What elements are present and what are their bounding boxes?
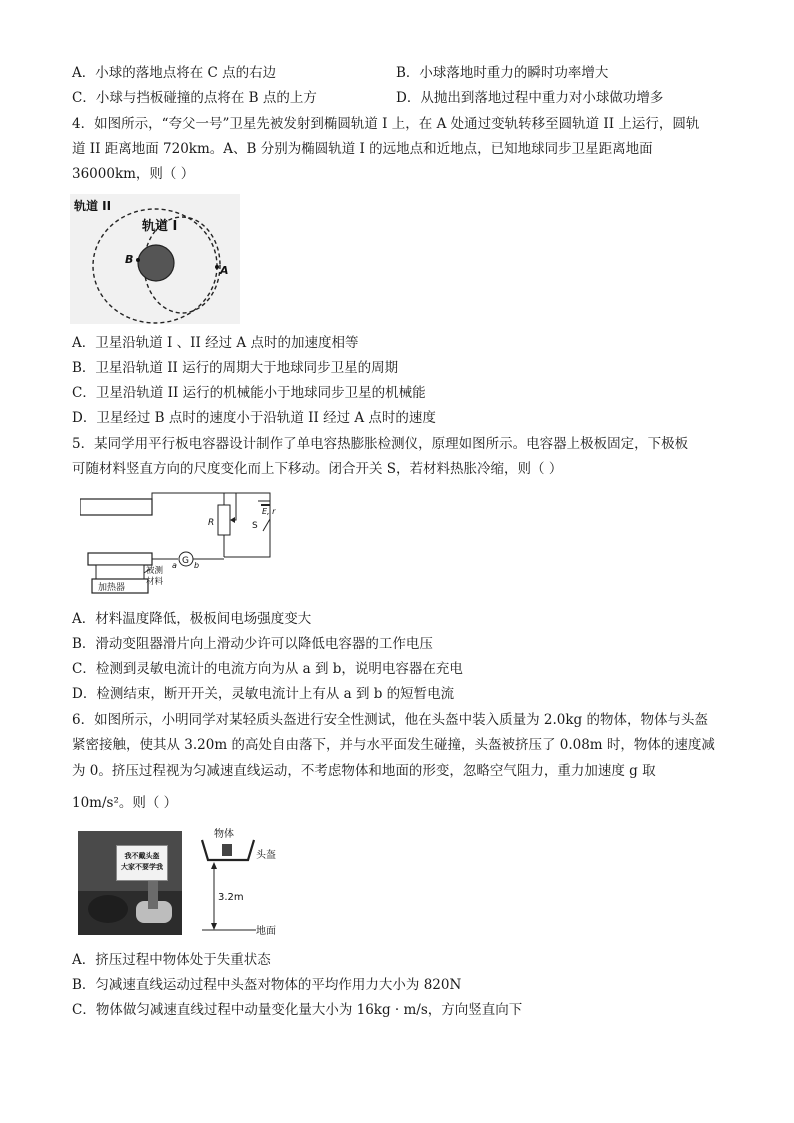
orbit-2-label: 轨道 II [74,199,112,213]
switch-label: S [252,521,258,531]
material-label-2: 材料 [146,577,164,587]
q6-option-a: A．挤压过程中物体处于失重状态 [72,952,271,968]
q4-stem-line2: 道 II 距离地面 720km。A、B 分别为椭圆轨道 I 的远地点和近地点，已知地球同步卫星距离地面 [72,141,653,157]
q6-option-c: C．物体做匀减速直线过程中动量变化量大小为 16kg · m/s，方向竖直向下 [72,1002,523,1018]
q4-option-d: D．卫星经过 B 点时的速度小于沿轨道 II 经过 A 点时的速度 [72,410,436,426]
q5-option-b: B．滑动变阻器滑片向上滑动少许可以降低电容器的工作电压 [72,636,433,652]
point-a-label: A [220,264,229,277]
q5-stem-line1: 5．某同学用平行板电容器设计制作了单电容热膨胀检测仪，原理如图所示。电容器上极板固定，下极板 [72,436,689,452]
q6-stem-line4: 10m/s²。则（ ） [72,795,178,811]
resistor-label: R [208,518,215,528]
heater-label: 加热器 [98,583,126,593]
q6-stem-line2: 紧密接触，使其从 3.20m 的高处自由落下，并与水平面发生碰撞，头盔被挤压了 0.08m 时，物体的速度减 [72,737,715,753]
q5-stem-line2: 可随材料竖直方向的尺度变化而上下移动。闭合开关 S，若材料热胀冷缩，则（ ） [72,461,563,477]
q5-option-d: D．检测结束，断开开关，灵敏电流计上有从 a 到 b 的短暂电流 [72,686,455,702]
q3-option-a: A．小球的落地点将在 C 点的右边 [72,65,277,81]
point-b-label: B [125,253,134,266]
sign-line-1: 我不戴头盔 [124,852,160,860]
orbit-1-label: 轨道 I [142,219,178,234]
earth [138,245,174,281]
height-label: 3.2m [218,892,244,903]
sign-line-2: 大家不要学我 [121,863,163,871]
q5-option-c: C．检测到灵敏电流计的电流方向为从 a 到 b，说明电容器在充电 [72,661,463,677]
q3-option-c: C．小球与挡板碰撞的点将在 B 点的上方 [72,90,317,106]
terminal-b: b [194,561,200,570]
q6-stem-line3: 为 0。挤压过程视为匀减速直线运动，不考虑物体和地面的形变，忽略空气阻力，重力加速度 g 取 [72,763,656,779]
q6-option-b: B．匀减速直线运动过程中头盔对物体的平均作用力大小为 820N [72,977,462,993]
switch [263,519,270,531]
helmet-drop-diagram [200,826,290,938]
material-label-1: 被测 [146,566,164,576]
q3-option-b: B．小球落地时重力的瞬时功率增大 [396,65,609,81]
upper-plate [80,499,152,515]
q5-option-a: A．材料温度降低，极板间电场强度变大 [72,611,312,627]
q6-stem-line1: 6．如图所示，小明同学对某轻质头盔进行安全性测试，他在头盔中装入质量为 2.0kg 的物体，物体与头盔 [72,712,708,728]
helmet-label: 头盔 [256,850,276,861]
photo-sign [116,845,168,881]
q4-option-c: C．卫星沿轨道 II 运行的机械能小于地球同步卫星的机械能 [72,385,426,401]
q4-option-b: B．卫星沿轨道 II 运行的周期大于地球同步卫星的周期 [72,360,399,376]
orbit-diagram [70,194,240,324]
q4-option-a: A．卫星沿轨道 I 、II 经过 A 点时的加速度相等 [72,335,359,351]
material-block [96,565,144,579]
object-label: 物体 [214,829,234,840]
galvanometer-label: G [182,556,189,566]
rheostat [218,505,230,535]
object-box [222,844,232,856]
helmet-test-photo [78,831,182,935]
terminal-a: a [172,561,177,570]
q4-stem-line1: 4．如图所示，“夸父一号”卫星先被发射到椭圆轨道 I 上，在 A 处通过变轨转移至圆轨道 II 上运行，圆轨 [72,116,700,132]
ground-label: 地面 [256,926,276,937]
q4-stem-line3: 36000km，则（ ） [72,166,195,182]
emf-label: E, r [262,507,276,516]
capacitor-circuit-diagram [80,487,280,599]
lower-plate [88,553,152,565]
q3-option-d: D．从抛出到落地过程中重力对小球做功增多 [396,90,664,106]
